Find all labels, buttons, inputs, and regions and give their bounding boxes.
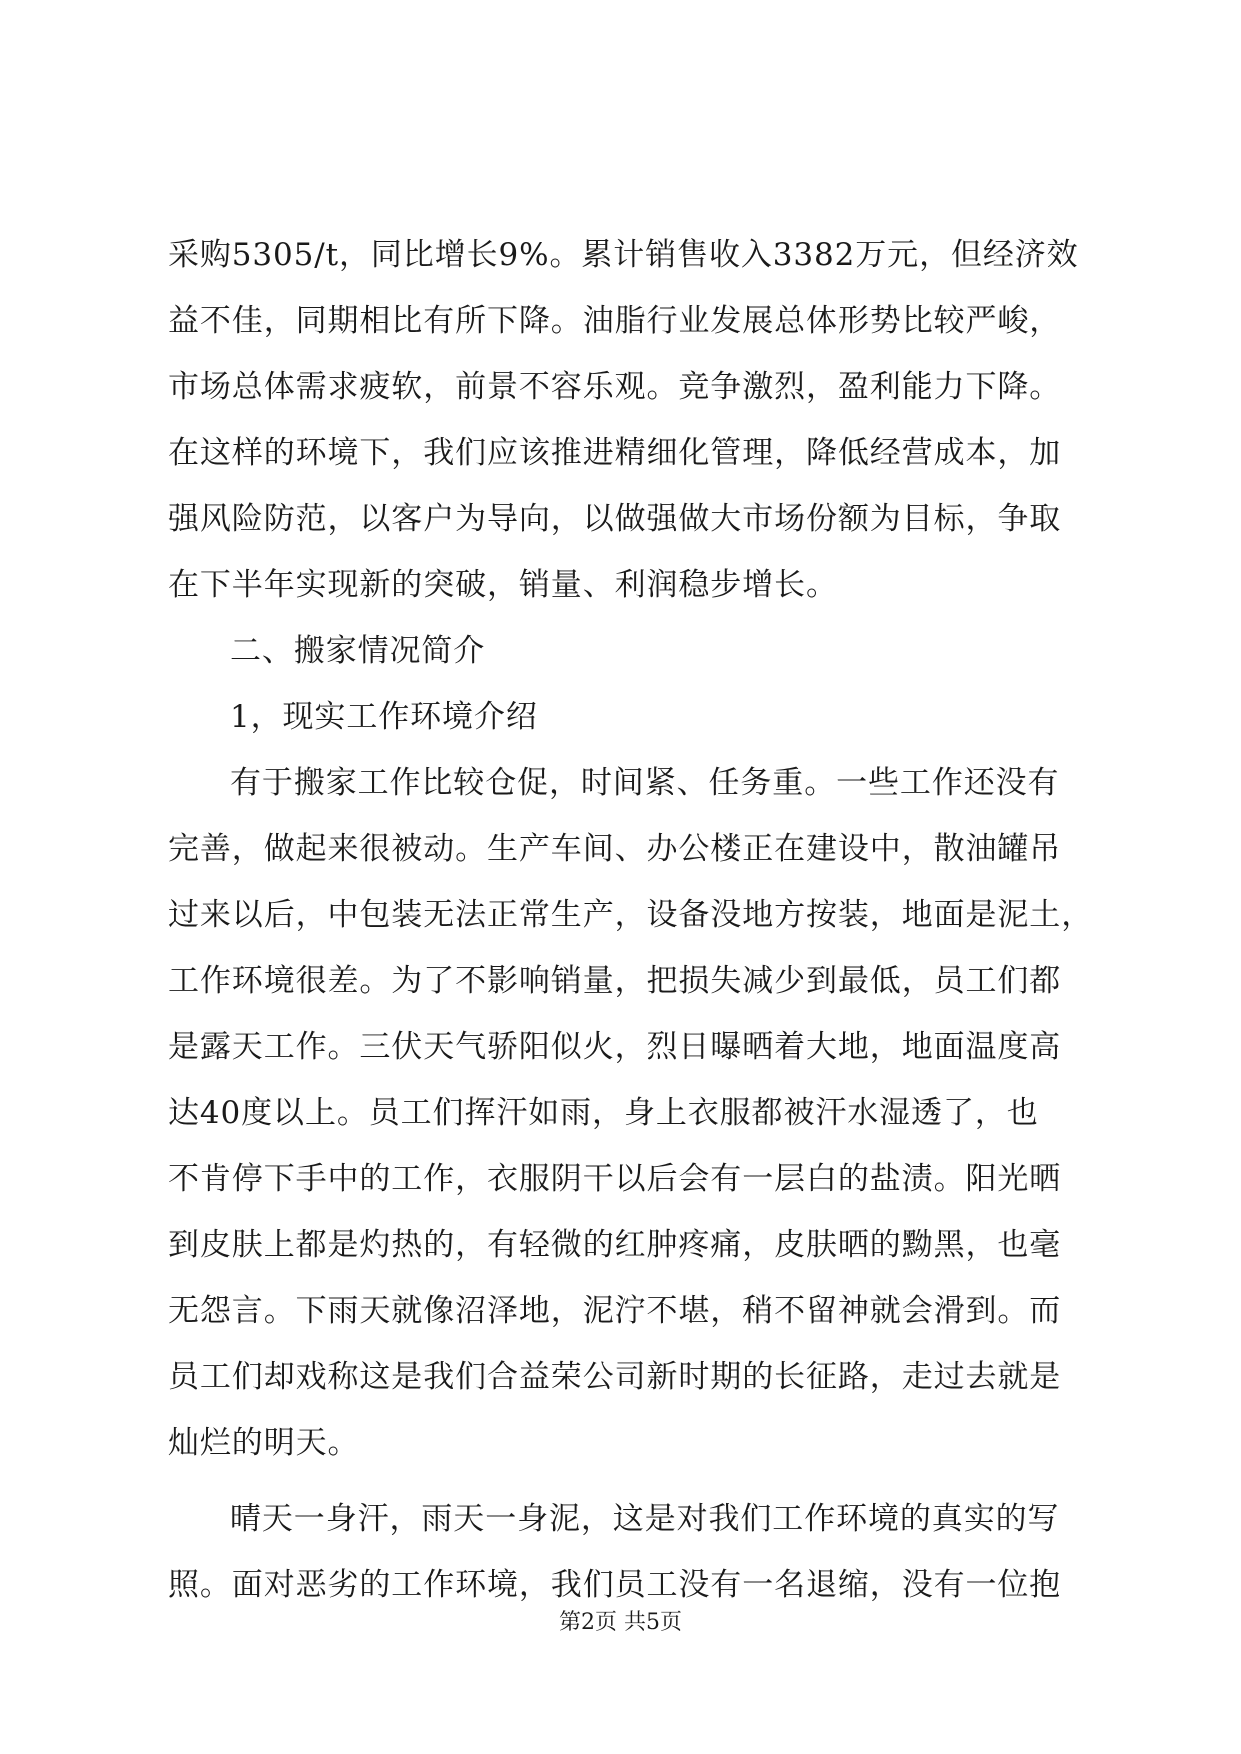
paragraph-line: 完善，做起来很被动。生产车间、办公楼正在建设中，散油罐吊 xyxy=(168,831,1062,867)
subsection-heading: 1，现实工作环境介绍 xyxy=(230,699,538,735)
paragraph-line: 工作环境很差。为了不影响销量，把损失减少到最低，员工们都 xyxy=(168,963,1062,999)
paragraph-line: 灿烂的明天。 xyxy=(168,1425,360,1461)
document-body xyxy=(168,222,1094,1618)
section-heading: 二、搬家情况简介 xyxy=(230,633,486,669)
paragraph-line: 过来以后，中包装无法正常生产，设备没地方按装，地面是泥土， xyxy=(168,897,1094,933)
paragraph-line: 益不佳，同期相比有所下降。油脂行业发展总体形势比较严峻， xyxy=(168,303,1062,339)
paragraph-line: 员工们却戏称这是我们合益荣公司新时期的长征路，走过去就是 xyxy=(168,1359,1062,1395)
paragraph-line: 到皮肤上都是灼热的，有轻微的红肿疼痛，皮肤晒的黝黑，也毫 xyxy=(168,1227,1062,1263)
paragraph-line: 市场总体需求疲软，前景不容乐观。竞争激烈，盈利能力下降。 xyxy=(168,369,1062,405)
paragraph-gap xyxy=(168,1476,1088,1486)
page-number-footer: 第2页 共5页 xyxy=(559,1610,682,1635)
paragraph-line: 照。面对恶劣的工作环境，我们员工没有一名退缩，没有一位抱 xyxy=(168,1567,1062,1603)
paragraph-line: 是露天工作。三伏天气骄阳似火，烈日曝晒着大地，地面温度高 xyxy=(168,1029,1062,1065)
paragraph-line: 在下半年实现新的突破，销量、利润稳步增长。 xyxy=(168,567,838,603)
paragraph-line: 不肯停下手中的工作，衣服阴干以后会有一层白的盐渍。阳光晒 xyxy=(168,1161,1062,1197)
paragraph-line: 采购5305/t，同比增长9%。累计销售收入3382万元，但经济效 xyxy=(168,237,1079,273)
paragraph-line: 晴天一身汗，雨天一身泥，这是对我们工作环境的真实的写 xyxy=(230,1501,1060,1537)
paragraph-line: 在这样的环境下，我们应该推进精细化管理，降低经营成本，加 xyxy=(168,435,1062,471)
paragraph-line: 达40度以上。员工们挥汗如雨，身上衣服都被汗水湿透了，也 xyxy=(168,1095,1039,1131)
paragraph-line: 有于搬家工作比较仓促，时间紧、任务重。一些工作还没有 xyxy=(230,765,1060,801)
paragraph-line: 无怨言。下雨天就像沼泽地，泥泞不堪，稍不留神就会滑到。而 xyxy=(168,1293,1062,1329)
paragraph-line: 强风险防范，以客户为导向，以做强做大市场份额为目标，争取 xyxy=(168,501,1062,537)
